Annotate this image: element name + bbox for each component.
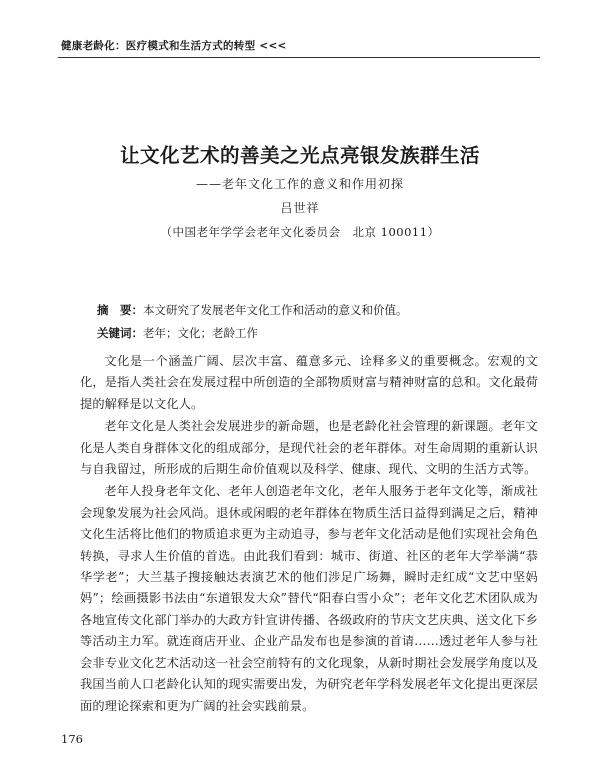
- keywords-label: 关键词：: [97, 326, 143, 340]
- abstract-label: 摘 要：: [97, 303, 143, 317]
- article-title: 让文化艺术的善美之光点亮银发族群生活: [119, 144, 480, 167]
- body-text: [80, 351, 538, 718]
- running-header: 健康老龄化：医疗模式和生活方式的转型 <<<: [61, 40, 287, 52]
- author-affiliation: （中国老年学学会老年文化委员会 北京 100011）: [160, 225, 440, 239]
- body-paragraph: 文化是一个涵盖广阔、层次丰富、蕴意多元、诠释多义的重要概念。宏观的文化，是指人类社会在发展过程中所创造的全部物质财富与精神财富的总和。文化最荷提的解释是以文化人。: [80, 354, 538, 411]
- keywords-text: 老年；文化；老龄工作: [143, 326, 258, 340]
- abstract: [97, 302, 408, 318]
- page-number: 176: [61, 732, 83, 746]
- abstract-text: 本文研究了发展老年文化工作和活动的意义和价值。: [143, 303, 408, 317]
- author-name: 吕世祥: [280, 201, 320, 215]
- article-subtitle: ——老年文化工作的意义和作用初探: [195, 177, 404, 191]
- body-paragraph: 老年人投身老年文化、老年人创造老年文化，老年人服务于老年文化等，渐成社会现象发展为社会风尚。退休或闲暇的老年群体在物质生活日益得到满足之后，精神文化生活将比他们的物质追求更为主动追寻，参与老年文化活动是他们实现社会角色转换，寻求人生价值的首选。由此我们看到：城市、街道、社区的老年大学举满“恭华学老”；大兰基子搜接触达表演艺术的他们涉足广场舞，瞬时走红成“文艺中坚妈妈”；绘画摄影书法由“东道银发大众”替代“阳春白雪小众”；老年文化艺术团队成为各地宣传文化部门举办的大政方针宣讲传播、各级政府的节庆文艺庆典、送文化下乡等活动主力军。就连商店开业、企业产品发布也是参演的首请……透过老年人参与社会非专业文化艺术活动这一社会空前特有的文化现象，从新时期社会发展学角度以及我国当前人口老龄化认知的现实需要出发，为研究老年学科发展老年文化提出更深层面的理论探索和更为广阔的社会实践前景。: [80, 484, 538, 713]
- header-divider: [58, 57, 540, 58]
- body-paragraph: 老年文化是人类社会发展进步的新命题，也是老龄化社会管理的新课题。老年文化是人类自身群体文化的组成部分，是现代社会的老年群体。对生命周期的重新认识与自我留过，所形成的后期生命价值观以及科学、健康、现代、文明的生活方式等。: [80, 419, 538, 477]
- keywords: [97, 325, 258, 341]
